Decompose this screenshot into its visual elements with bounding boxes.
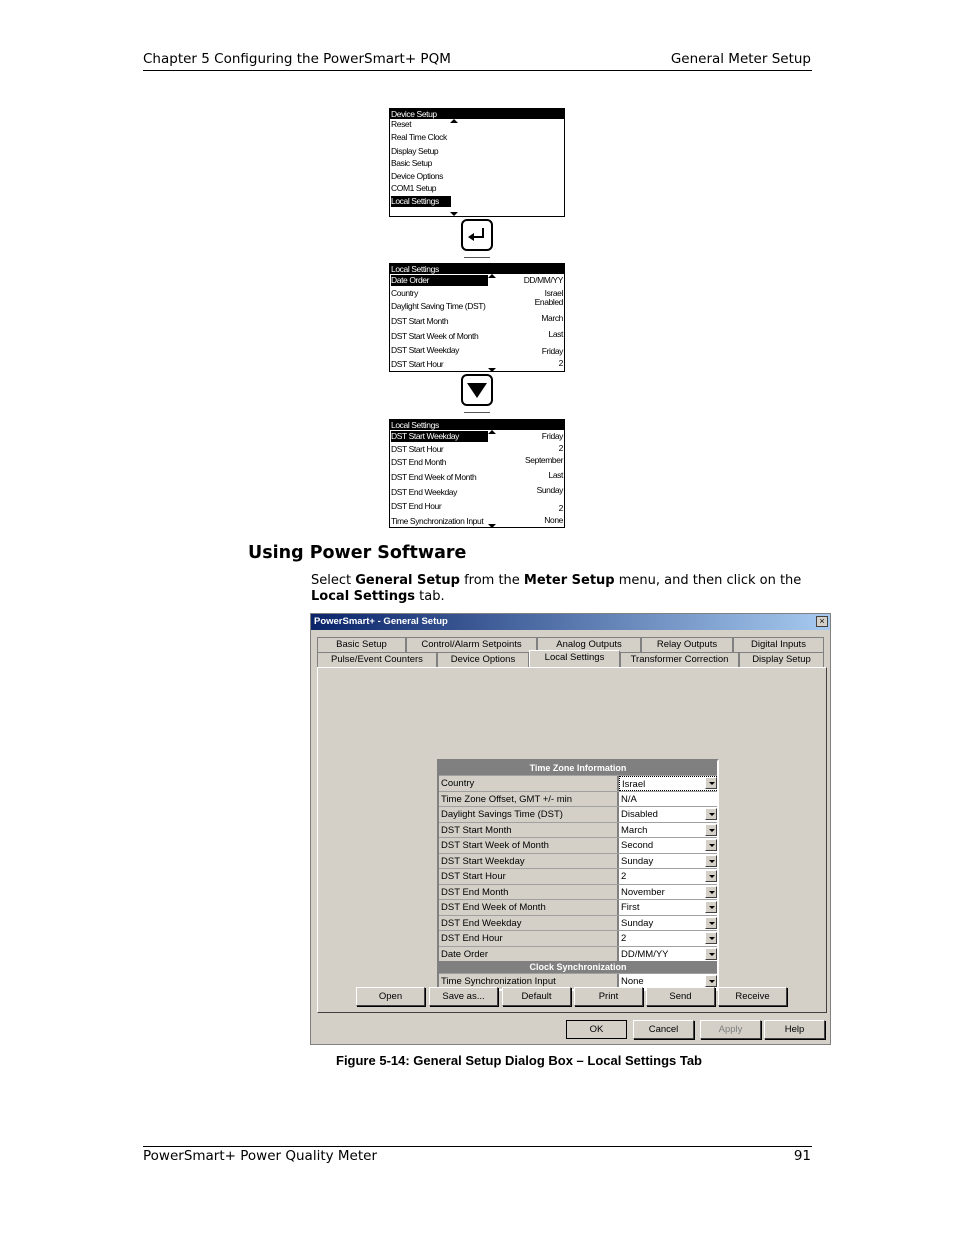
lcd-row: DST End Weekday Sunday: [391, 485, 563, 497]
setting-row-country: Country Israel: [439, 775, 717, 791]
open-button[interactable]: Open: [356, 987, 425, 1006]
setting-row-date-order: Date Order DD/MM/YY: [439, 946, 717, 962]
chevron-down-icon[interactable]: [705, 948, 717, 960]
dst-start-weekday-select[interactable]: Sunday: [619, 854, 717, 869]
setting-row-dst-end-hour: DST End Hour 2: [439, 930, 717, 946]
lcd-item: Device Options: [391, 171, 444, 181]
country-select[interactable]: Israel: [619, 776, 717, 791]
scroll-down-icon: [488, 368, 496, 372]
help-button[interactable]: Help: [764, 1020, 825, 1039]
lcd-local-settings-2: [389, 419, 565, 528]
scroll-down-icon: [450, 212, 458, 216]
date-order-select[interactable]: DD/MM/YY: [619, 947, 717, 962]
tab-analog-outputs[interactable]: Analog Outputs: [537, 637, 641, 652]
general-setup-dialog: [310, 613, 831, 1045]
setting-row-dst-start-weekday: DST Start Weekday Sunday: [439, 853, 717, 869]
chevron-down-icon[interactable]: [705, 855, 717, 867]
tab-device-options[interactable]: Device Options: [437, 652, 529, 667]
lcd-item: Basic Setup: [391, 158, 432, 168]
chevron-down-icon[interactable]: [705, 917, 717, 929]
header-chapter: Chapter 5 Configuring the PowerSmart+ PQM: [143, 51, 451, 67]
instruction-paragraph: Select General Setup from the Meter Setup menu, and then click on the Local Settings tab.: [311, 573, 802, 604]
lcd-row-selected: DST Start Weekday Friday: [391, 431, 563, 441]
footer-product: PowerSmart+ Power Quality Meter: [143, 1148, 377, 1164]
key-base: [464, 407, 490, 413]
receive-button[interactable]: Receive: [718, 987, 787, 1006]
tab-control-alarm-setpoints[interactable]: Control/Alarm Setpoints: [406, 637, 537, 652]
lcd-row: DST Start Month March: [391, 313, 563, 326]
dst-select[interactable]: Disabled: [619, 807, 717, 822]
lcd-item: COM1 Setup: [391, 183, 437, 193]
header-section: General Meter Setup: [670, 51, 811, 67]
dst-start-month-select[interactable]: March: [619, 823, 717, 838]
setting-row-dst-start-hour: DST Start Hour 2: [439, 868, 717, 884]
figure-caption: Figure 5-14: General Setup Dialog Box – Local Settings Tab: [336, 1053, 702, 1068]
dst-start-hour-select[interactable]: 2: [619, 869, 717, 884]
setting-row-dst-end-weekday: DST End Weekday Sunday: [439, 915, 717, 931]
lcd-row: DST Start Week of Month Last: [391, 329, 563, 341]
cancel-button[interactable]: Cancel: [633, 1020, 694, 1039]
setting-row-dst: Daylight Savings Time (DST) Disabled: [439, 806, 717, 822]
setting-row-dst-start-week: DST Start Week of Month Second: [439, 837, 717, 853]
lcd-item: Real Time Clock: [391, 132, 447, 142]
setting-row-dst-end-week: DST End Week of Month First: [439, 899, 717, 915]
dst-end-weekday-select[interactable]: Sunday: [619, 916, 717, 931]
tab-basic-setup[interactable]: Basic Setup: [317, 637, 406, 652]
dst-end-week-select[interactable]: First: [619, 900, 717, 915]
lcd-row: Time Synchronization Input None: [391, 515, 563, 526]
chevron-down-icon[interactable]: [705, 808, 717, 820]
lcd-row: DST End Hour 2: [391, 501, 563, 513]
lcd-title: Local Settings: [390, 264, 564, 274]
tab-display-setup[interactable]: Display Setup: [739, 652, 824, 667]
tab-local-settings[interactable]: Local Settings: [529, 650, 620, 667]
chevron-down-icon[interactable]: [705, 975, 717, 987]
footer-rule: [143, 1146, 812, 1147]
section-title: Using Power Software: [248, 543, 467, 563]
key-base: [464, 252, 490, 258]
settings-grid: [437, 759, 719, 991]
local-settings-panel: [317, 667, 827, 1013]
lcd-row: DST Start Hour 2: [391, 358, 563, 369]
chevron-down-icon[interactable]: [705, 777, 717, 789]
lcd-row: DST Start Hour 2: [391, 443, 563, 454]
chevron-down-icon[interactable]: [705, 870, 717, 882]
down-arrow-key-icon: [461, 374, 493, 406]
chevron-down-icon[interactable]: [705, 886, 717, 898]
tab-digital-inputs[interactable]: Digital Inputs: [733, 637, 824, 652]
lcd-row: DST End Month September: [391, 455, 563, 467]
enter-key-icon: [461, 219, 493, 251]
timezone-offset-field[interactable]: N/A: [619, 792, 717, 807]
header-rule: [143, 70, 812, 71]
scroll-down-icon: [488, 524, 496, 528]
close-icon[interactable]: ×: [816, 616, 828, 627]
tab-relay-outputs[interactable]: Relay Outputs: [641, 637, 733, 652]
apply-button[interactable]: Apply: [700, 1020, 761, 1039]
setting-row-time-sync: Time Synchronization Input None: [439, 973, 717, 989]
save-as-button[interactable]: Save as...: [429, 987, 498, 1006]
dst-start-week-select[interactable]: Second: [619, 838, 717, 853]
setting-row-timezone-offset: Time Zone Offset, GMT +/- min N/A: [439, 791, 717, 807]
lcd-title: Device Setup: [390, 109, 564, 119]
chevron-down-icon[interactable]: [705, 839, 717, 851]
ok-button[interactable]: OK: [566, 1020, 627, 1039]
lcd-row: DST End Week of Month Last: [391, 470, 563, 482]
lcd-device-setup: [389, 108, 565, 217]
lcd-row-selected: Date Order DD/MM/YY: [391, 275, 563, 285]
dst-end-hour-select[interactable]: 2: [619, 931, 717, 946]
lcd-local-settings-1: [389, 263, 565, 372]
chevron-down-icon[interactable]: [705, 824, 717, 836]
chevron-down-icon[interactable]: [705, 932, 717, 944]
lcd-row: Daylight Saving Time (DST) Enabled: [391, 297, 563, 311]
tab-pulse-event-counters[interactable]: Pulse/Event Counters: [317, 652, 437, 667]
chevron-down-icon[interactable]: [705, 901, 717, 913]
lcd-row: DST Start Weekday Friday: [391, 345, 563, 356]
send-button[interactable]: Send: [646, 987, 715, 1006]
section-header-clock-sync: Clock Synchronization: [439, 961, 717, 973]
dst-end-month-select[interactable]: November: [619, 885, 717, 900]
setting-row-dst-start-month: DST Start Month March: [439, 822, 717, 838]
lcd-item-selected: Local Settings: [391, 196, 563, 207]
setting-row-dst-end-month: DST End Month November: [439, 884, 717, 900]
default-button[interactable]: Default: [502, 987, 571, 1006]
section-header-time-zone: Time Zone Information: [439, 761, 717, 775]
page-number: 91: [793, 1148, 811, 1164]
time-sync-select[interactable]: None: [619, 974, 717, 989]
dialog-title: PowerSmart+ - General Setup: [311, 614, 830, 630]
lcd-item: Display Setup: [391, 146, 439, 156]
tab-transformer-correction[interactable]: Transformer Correction: [620, 652, 739, 667]
print-button[interactable]: Print: [574, 987, 643, 1006]
lcd-item: Reset: [391, 119, 412, 129]
lcd-row: Country Israel: [391, 288, 563, 298]
lcd-title: Local Settings: [390, 420, 564, 430]
